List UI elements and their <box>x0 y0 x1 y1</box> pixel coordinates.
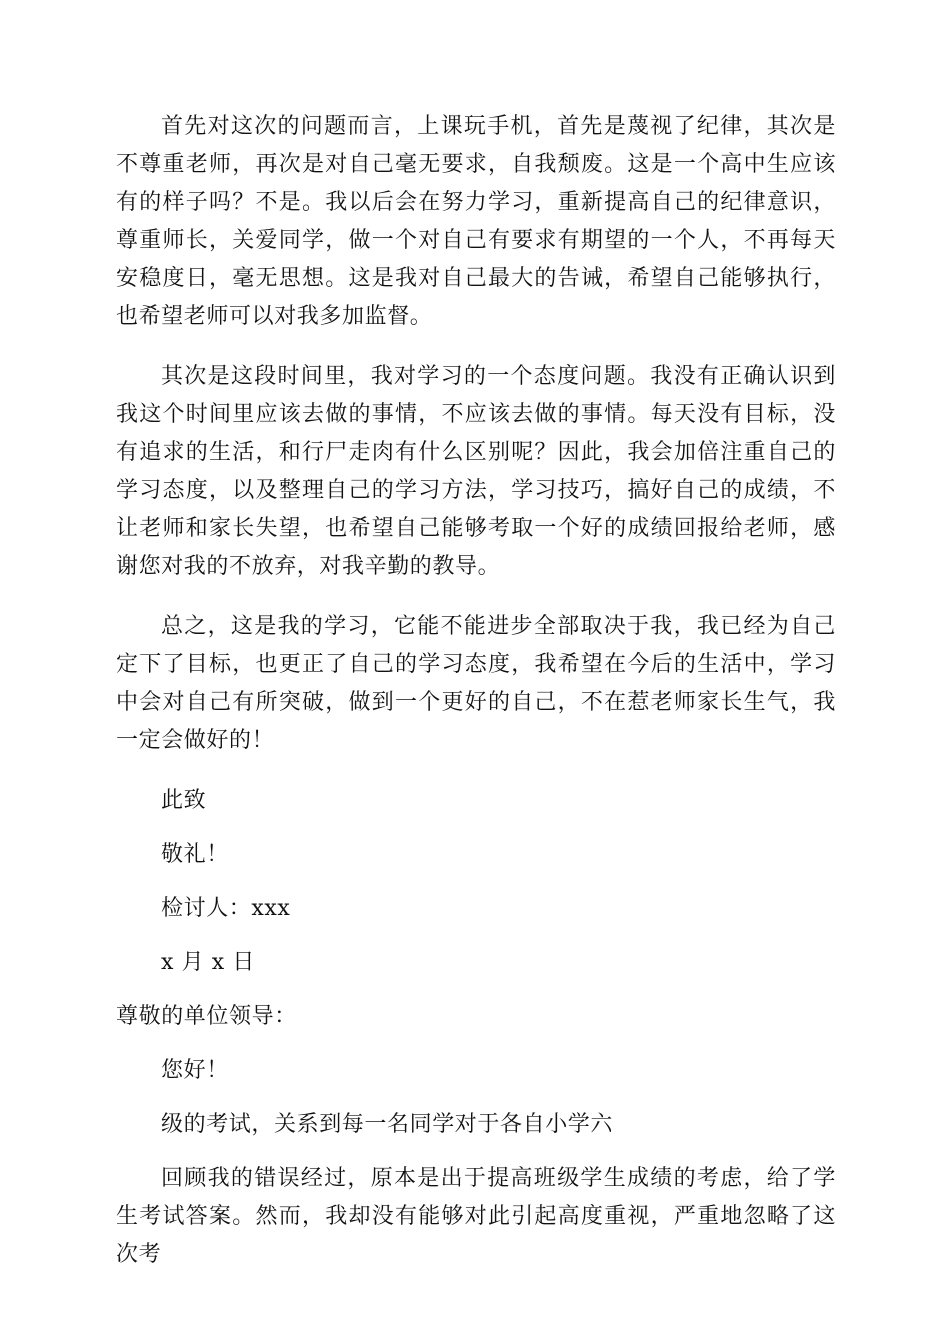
body-paragraph-3: 总之，这是我的学习，它能不能进步全部取决于我，我已经为自己定下了目标，也更正了自己的学习态度，我希望在今后的生活中，学习中会对自己有所突破，做到一个更好的自己，不在惹老师家长生气，我一定会做好的！ <box>116 614 836 753</box>
closing-line-2: 敬礼！ <box>161 842 229 867</box>
document-page <box>116 108 836 1296</box>
salutation: 尊敬的单位领导： <box>116 1004 297 1029</box>
second-letter-line-1: 级的考试，关系到每一名同学对于各自小学六 <box>161 1112 614 1137</box>
signature-line: 检讨人：xxx <box>161 896 291 921</box>
date-line: x 月 x 日 <box>161 950 255 975</box>
closing-line-1: 此致 <box>161 788 207 813</box>
body-paragraph-2: 其次是这段时间里，我对学习的一个态度问题。我没有正确认识到我这个时间里应该去做的事情，不应该去做的事情。每天没有目标，没有追求的生活，和行尸走肉有什么区别呢？因此，我会加倍注重自己的学习态度，以及整理自己的学习方法，学习技巧，搞好自己的成绩，不让老师和家长失望，也希望自己能够考取一个好的成绩回报给老师，感谢您对我的不放弃，对我辛勤的教导。 <box>116 364 836 579</box>
greeting: 您好！ <box>161 1058 229 1083</box>
body-paragraph-1: 首先对这次的问题而言，上课玩手机，首先是蔑视了纪律，其次是不尊重老师，再次是对自己毫无要求，自我颓废。这是一个高中生应该有的样子吗？不是。我以后会在努力学习，重新提高自己的纪律意识，尊重师长，关爱同学，做一个对自己有要求有期望的一个人，不再每天安稳度日，毫无思想。这是我对自己最大的告诫，希望自己能够执行，也希望老师可以对我多加监督。 <box>116 114 836 329</box>
second-letter-paragraph: 回顾我的错误经过，原本是出于提高班级学生成绩的考虑，给了学生考试答案。然而，我却没有能够对此引起高度重视，严重地忽略了这次考 <box>116 1166 836 1267</box>
